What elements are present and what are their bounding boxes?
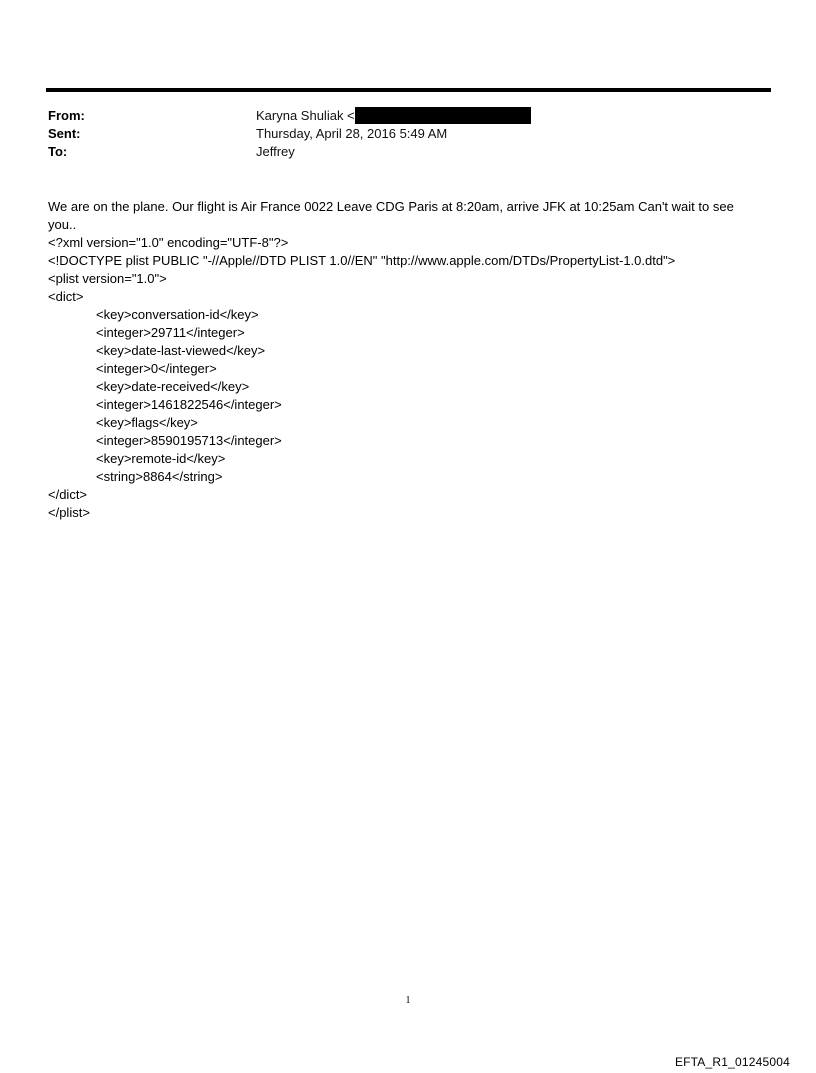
document-id: EFTA_R1_01245004 xyxy=(674,1055,790,1069)
dict-entry: <integer>1461822546</integer> xyxy=(96,397,282,412)
dict-entry: <key>date-last-viewed</key> xyxy=(96,343,266,358)
message-line: We are on the plane. Our flight is Air France 0022 Leave CDG Paris at 8:20am, arrive JFK at 10:25am Can't wait to see xyxy=(48,199,734,214)
from-value xyxy=(256,107,531,125)
from-label: From: xyxy=(48,108,85,123)
message-body xyxy=(48,198,760,522)
dict-close: </dict> xyxy=(48,487,88,502)
from-name: Karyna Shuliak < xyxy=(256,108,355,123)
to-value: Jeffrey xyxy=(256,144,295,159)
header-rule xyxy=(46,88,771,92)
dict-entry: <key>remote-id</key> xyxy=(96,451,226,466)
dict-entry: <string>8864</string> xyxy=(96,469,223,484)
dict-open: <dict> xyxy=(48,289,84,304)
sent-row xyxy=(48,125,768,143)
page-number: 1 xyxy=(405,995,411,1006)
to-label: To: xyxy=(48,144,68,159)
dict-entry: <key>flags</key> xyxy=(96,415,198,430)
dict-entry: <integer>0</integer> xyxy=(96,361,217,376)
to-row xyxy=(48,143,768,161)
dict-entry: <key>conversation-id</key> xyxy=(96,307,259,322)
sent-label: Sent: xyxy=(48,126,81,141)
xml-declaration: <?xml version="1.0" encoding="UTF-8"?> xyxy=(48,235,289,250)
dict-entry: <integer>29711</integer> xyxy=(96,325,245,340)
plist-open: <plist version="1.0"> xyxy=(48,271,167,286)
plist-close: </plist> xyxy=(48,505,90,520)
doctype-line: <!DOCTYPE plist PUBLIC "-//Apple//DTD PLIST 1.0//EN" "http://www.apple.com/DTDs/PropertyList-1.0.dtd"> xyxy=(48,253,676,268)
dict-entry: <integer>8590195713</integer> xyxy=(96,433,282,448)
redaction-block xyxy=(355,107,531,124)
dict-entry: <key>date-received</key> xyxy=(96,379,250,394)
from-row xyxy=(48,107,768,125)
message-line: you.. xyxy=(48,217,77,232)
sent-value: Thursday, April 28, 2016 5:49 AM xyxy=(256,126,448,141)
